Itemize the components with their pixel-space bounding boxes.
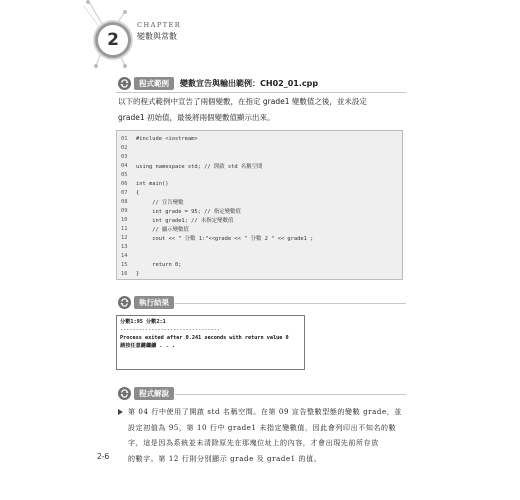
line-number: 10 (121, 216, 128, 223)
intro-paragraph (118, 94, 418, 126)
code-text: cout << " 分數 1:"<<grade << " 分數 2 " << grade1 ; (136, 236, 314, 243)
divider (175, 394, 406, 395)
code-line (121, 270, 402, 279)
code-text: int main() (136, 180, 169, 187)
code-text: using namespace std; // 開啟 std 名稱空間 (136, 163, 263, 170)
code-line (121, 188, 402, 197)
divider (116, 92, 406, 93)
line-number: 11 (121, 225, 128, 232)
code-line (121, 170, 402, 179)
recycle-arrows-icon (118, 296, 131, 309)
explain-line: 第 04 行中使用了開啟 std 名稱空間。在第 09 宣告整數型態的變數 grade，並 (128, 408, 402, 416)
section-heading-explain (118, 387, 174, 400)
code-line (121, 179, 402, 188)
code-text: return 0; (136, 262, 182, 269)
chapter-decoration (0, 0, 520, 80)
code-line (121, 252, 402, 261)
console-line: Process exited after 0.241 seconds with return value 0 (120, 335, 289, 341)
code-text: // 顯示變數值 (136, 226, 189, 233)
console-output (116, 315, 305, 370)
code-text: int grade = 95; // 指定變數值 (136, 208, 241, 215)
line-number: 07 (121, 189, 128, 196)
code-line (121, 243, 402, 252)
code-listing (116, 130, 403, 280)
recycle-arrows-icon (118, 387, 131, 400)
code-text: int grade1; // 未指定變數值 (136, 217, 234, 224)
code-line (121, 197, 402, 206)
explanation-paragraph (118, 405, 418, 467)
intro-line: grade1 初始值，最後將兩個變數值顯示出來。 (118, 113, 275, 122)
line-number: 09 (121, 207, 128, 214)
console-line: 分數1:95 分數2:1 (120, 319, 166, 325)
explain-line: 設定初值為 95，第 10 行中 grade1 未指定變數值，因此會列印出不知名的數 (128, 423, 397, 432)
section-pill-label: 執行結果 (134, 296, 174, 309)
line-number: 03 (121, 153, 128, 160)
code-line (121, 224, 402, 233)
line-number: 08 (121, 198, 128, 205)
line-number: 12 (121, 235, 128, 242)
divider (175, 303, 406, 304)
code-line (121, 215, 402, 224)
section-pill-label: 程式解說 (134, 387, 174, 400)
code-line (121, 161, 402, 170)
chapter-number-badge: 2 (95, 22, 131, 58)
recycle-arrows-icon (118, 77, 131, 90)
explain-line: 的數字。第 12 行則分別顯示 grade 及 grade1 的值。 (128, 454, 322, 463)
code-text: // 宣告變數 (136, 199, 184, 206)
line-number: 15 (121, 262, 128, 269)
code-line (121, 152, 402, 161)
section-title: 變數宣告與輸出範例：CH02_01.cpp (180, 79, 319, 88)
code-line (121, 261, 402, 270)
line-number: 13 (121, 244, 128, 251)
code-line (121, 206, 402, 215)
code-text: { (136, 189, 140, 196)
bullet-triangle-icon (118, 409, 123, 415)
page-number: 2-6 (97, 452, 110, 461)
line-number: 06 (121, 180, 128, 187)
line-number: 14 (121, 253, 128, 260)
line-number: 05 (121, 171, 128, 178)
line-number: 16 (121, 271, 128, 278)
line-number: 01 (121, 135, 128, 142)
console-line: 請按任意鍵繼續 . . . (120, 343, 176, 349)
console-line: -------------------------------- (120, 327, 220, 333)
code-line (121, 134, 402, 143)
section-heading-result (118, 296, 174, 309)
section-pill-label: 程式範例 (134, 77, 174, 90)
chapter-label: CHAPTER (137, 21, 182, 29)
explain-line: 字，這是因為系統並未清除原先在那塊位址上的內容，才會出現先前所存放 (128, 439, 379, 447)
line-number: 04 (121, 162, 128, 169)
section-heading-example (118, 77, 318, 90)
line-number: 02 (121, 144, 128, 151)
code-line (121, 143, 402, 152)
code-text: } (136, 271, 140, 278)
code-text: #include <iostream> (136, 135, 198, 142)
code-line (121, 234, 402, 243)
intro-line: 以下的程式範例中宣告了兩個變數，在指定 grade1 變數值之後，並未設定 (118, 97, 367, 106)
chapter-title: 變數與常數 (137, 32, 177, 41)
